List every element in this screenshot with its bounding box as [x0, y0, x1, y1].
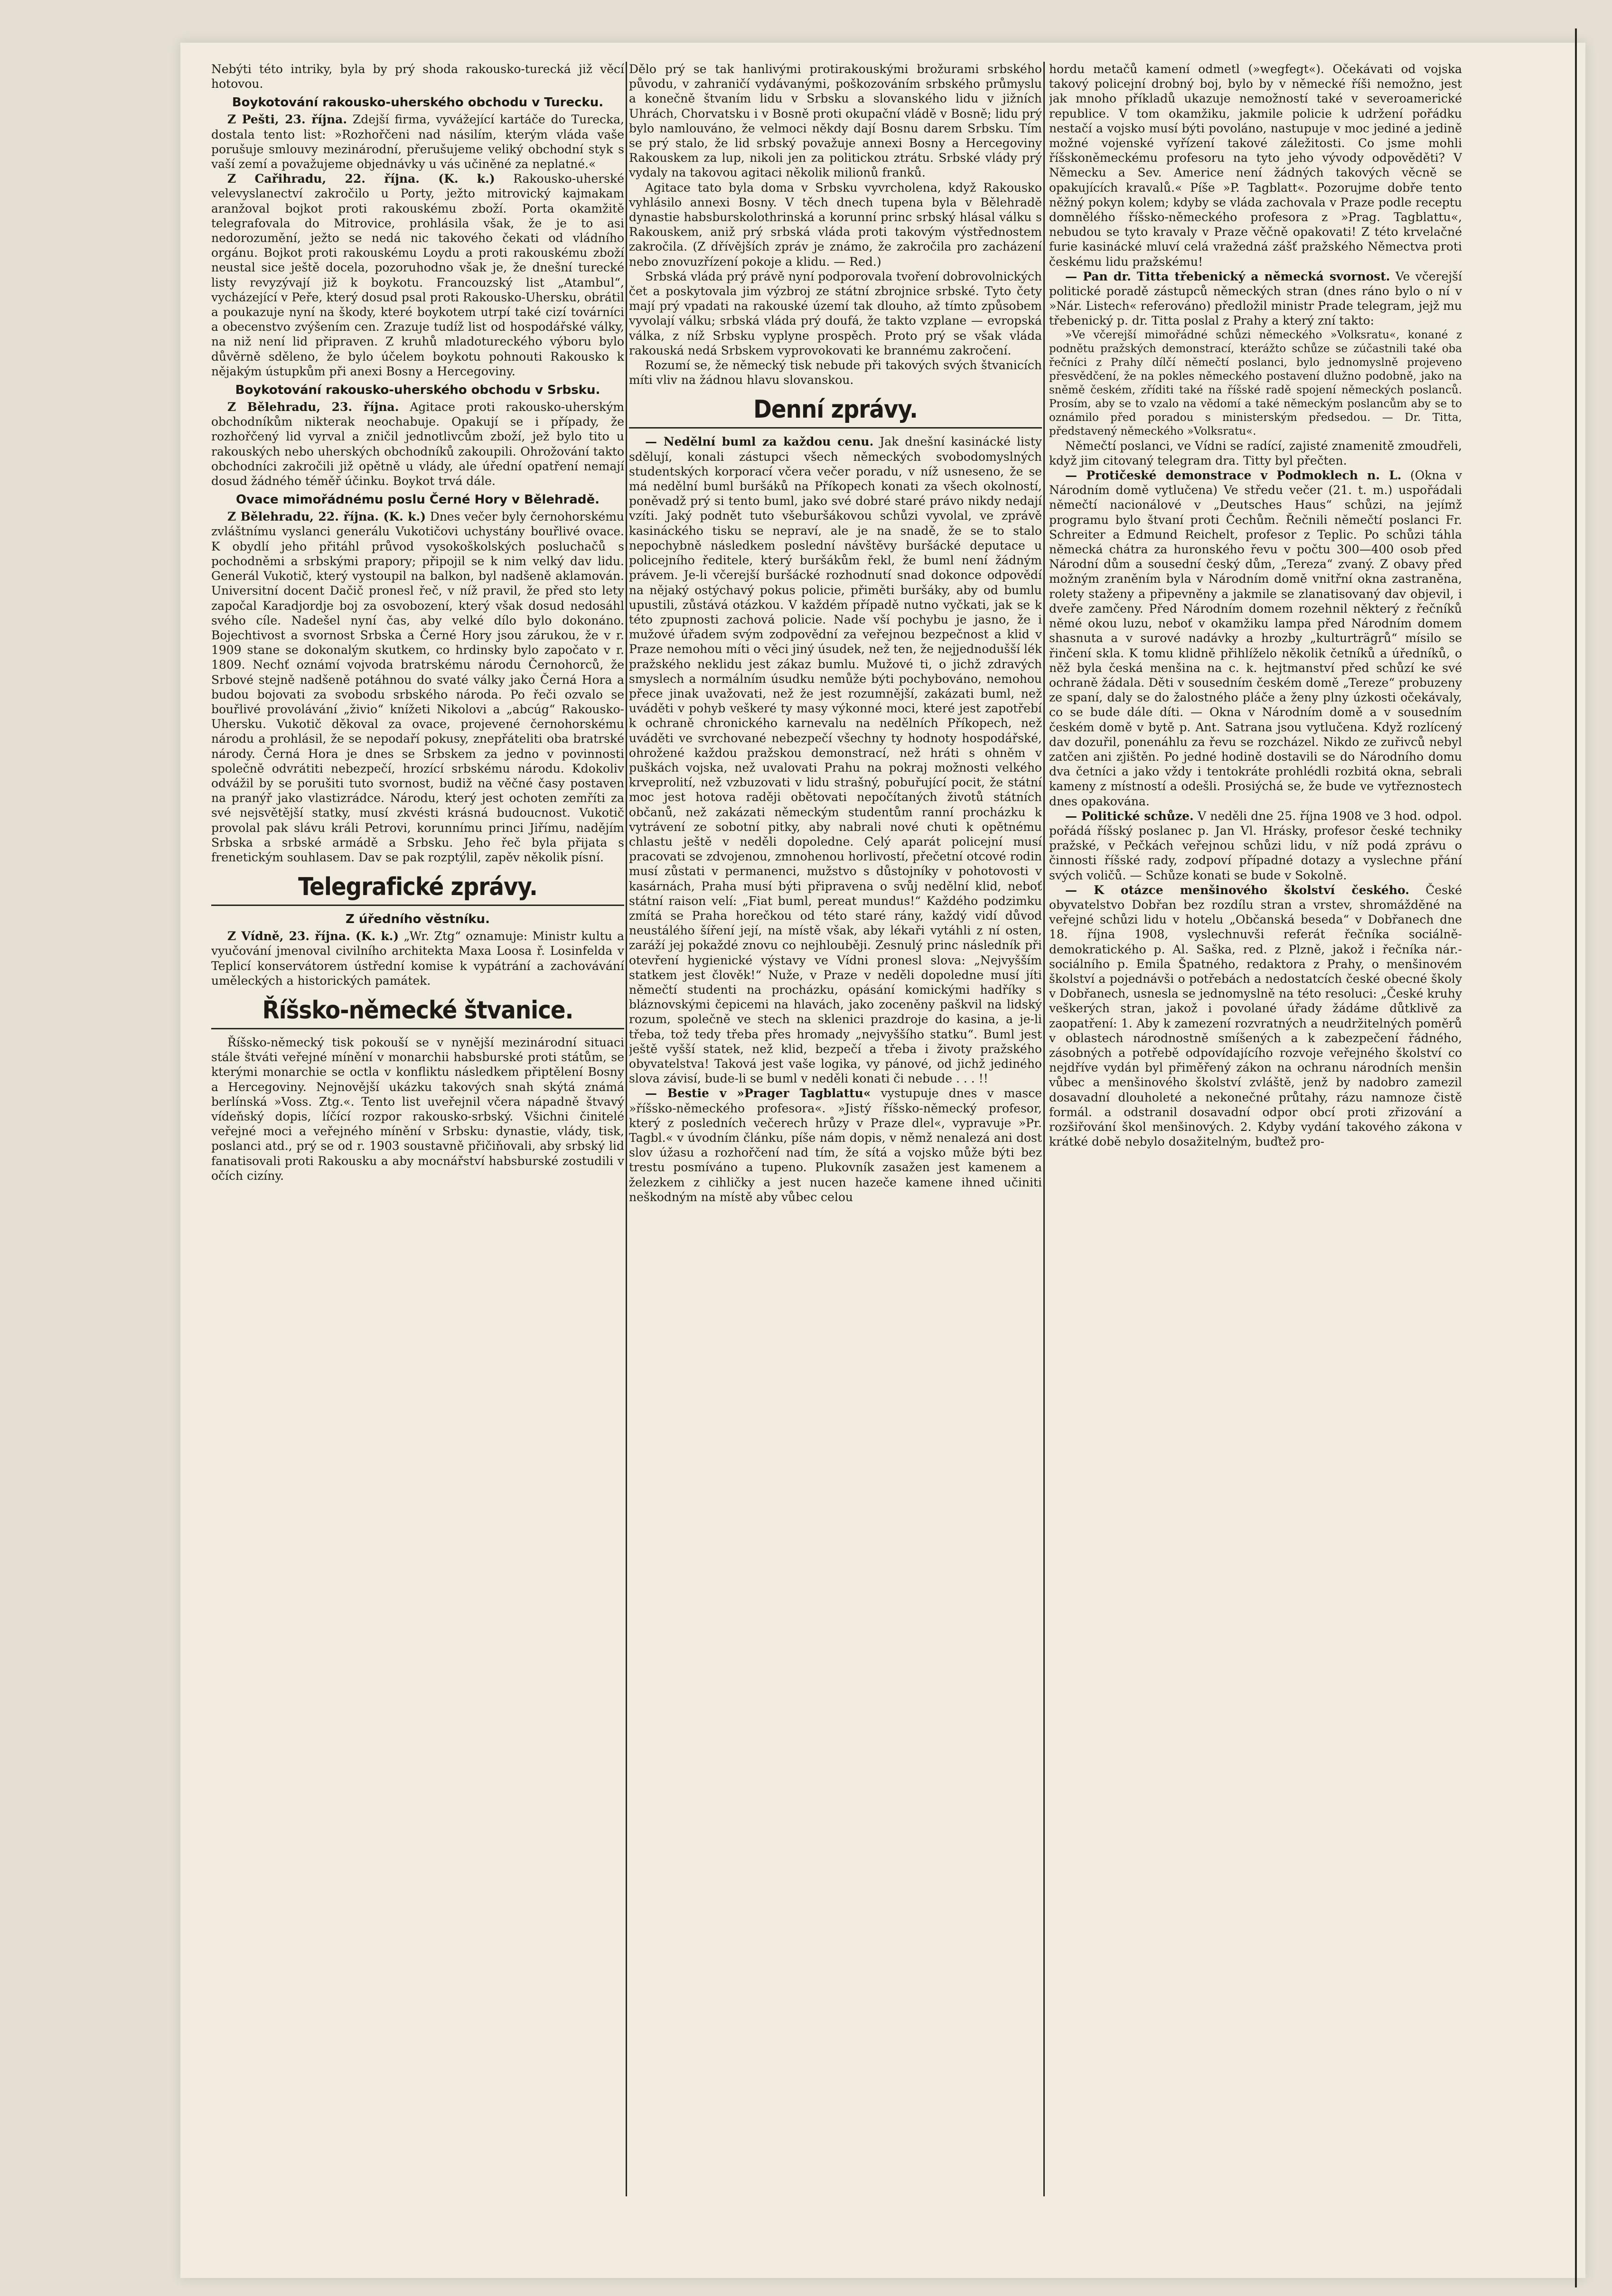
- article-text: (Okna v Národním domě vytlučena) Ve středu večer (21. t. m.) uspořádali němečtí nacionálové v „Deutsches Haus“ schůzi, na jejímž programu bylo štvaní proti Čechům. Řečnili němečtí poslanci Fr. Schreiter a Edmund Reichelt, profesor z Teplic. Po schůzi táhla německá chátra za huronského řevu v počtu 300—400 osob před Národní dům a sousední český dům, „Tereza“ zvaný. Z obavy před možným zraněním byla v Národním domě vnitřní okna zastraněna, rolety staženy a připevněny a jakmile se zlanatisovaný dav objevil, i dveře zamčeny. Před Národním domem rozehnil některý z řečníků němé okou luzu, neboť v okamžiku lampa před Národním domem shasnuta a v surové nadávky a hrozby „kulturträgrů“ mísilo se řinčení skla. K tomu klidně přihlíželo několik četníků a úředníků, o něž byla česká menšina na c. k. hejtmanství před schůzí ke své ochraně žádala. Děti v sousedním českém domě „Tereze“ probuzeny ze spaní, daly se do žalostného pláče a ženy plny úzkosti očekávaly, co se bude dále díti. — Okna v Národním domě a v sousedním českém domě v bytě p. Ant. Satrana jsou vytlučena. Když rozlícený dav dozuřil, ponenáhlu za řevu se rozcházel. Nikdo ze zuřivců nebyl zatčen ani zjištěn. Po jedné hodině dostavili se do Národního domu dva četníci a jako vždy i tentokráte prohlédli rozbitá okna, sebrali kameny z místností a odešli. Prosiýchá se, že bude ve vytřeznostech dnes opakována.: [1049, 468, 1462, 808]
- section-heading: Denní zprávy.: [629, 395, 1042, 429]
- column-3: [1049, 62, 1462, 2196]
- article-text: Dnes večer byly černohorskému zvláštnímu vyslanci generálu Vukotičovi uchystány bouřlivé ovace. K obydlí jeho přitáhl průvod vysokoškolských posluchačů s pochodněmi a srbskými prapory; připojil se k nim velký dav lidu. Generál Vukotič, který vystoupil na balkon, byl nadšeně aklamován. Universitní docent Dačič pronesl řeč, v níž pravil, že před sto lety započal Karadjordje boj za osvobození, který však dosud nedosáhl svého cíle. Nadešel nyní čas, aby velké dílo bylo dokonáno. Bojechtivost a svornost Srbska a Černé Hory jsou zárukou, že v r. 1909 stane se dokonalým skutkem, co hrdinsky bylo započato v r. 1809. Nechť oznámí vojvoda bratrskému národu Černohorců, že Srbové stejně nadšeně potáhnou do svaté války jako Černá Hora a budou bojovati za svobodu srbského národa. Po řeči ozvalo se bouřlivé provolávání „živio“ knížeti Nikolovi a „abcúg“ Rakousko-Uhersku. Vukotič děkoval za ovace, projevené černohorskému národu a prohlásil, že se nepodaří pokusy, znepřáteliti oba bratrské národy. Černá Hora je dnes se Srbskem za jedno v povinnosti společně odvrátiti nebezpečí, hrozící srbskému národu. Kdokoliv odvážil by se porušiti tuto svornost, budiž na věčné časy postaven na pranýř jako vlastizrádce. Národu, který jest ochoten zemříti za své nejsvětější statky, musí zkvésti krásná budoucnost. Vukotič provolal pak slávu králi Petrovi, korunnímu princi Jiřímu, nadějím Srbska a srbské armádě a Srbsku. Jeho řeč byla přijata s frenetickým souhlasem. Dav se pak rozptýlil, zapěv několik písní.: [211, 510, 624, 864]
- article-text: Rozumí se, že německý tisk nebude při takových svých štvanicích míti vliv na žádnou hlavu slovanskou.: [629, 358, 1042, 387]
- article-text: Nebýti této intriky, byla by prý shoda rakousko-turecká již věcí hotovou.: [211, 62, 624, 91]
- dateline: Z Cařihradu, 22. října. (K. k.): [227, 172, 495, 186]
- article-text: Agitace tato byla doma v Srbsku vyvrcholena, když Rakousko vyhlásilo annexi Bosny. V těch dnech tupena byla v Bělehradě dynastie habsburskolothrinská a korunní princ srbský hlásal válku s Rakouskem, aniž prý srbská vláda proti takovým výstřednostem zakročila. (Z dřívějších zpráv je známo, že zakročila pro zacházení nebo znovuzřízení pokoje a klidu. — Red.): [629, 180, 1042, 269]
- column-rule: [626, 62, 627, 2196]
- article-paragraph: [211, 400, 624, 488]
- article-text: Říšsko-německý tisk pokouší se v nynější mezinárodní situaci stále štváti veřejné mínění v monarchii habsburské proti státům, se kterými monarchie se octla v konfliktu následkem připtělení Bosny a Hercegoviny. Nejnovější ukázku takových snah skýtá známá berlínská »Voss. Ztg.«. Tento list uveřejnil včera nápadně štvavý vídeňský dopis, líčící rozpor rakousko-srbský. Všichni činitelé veřejné moci a veřejného mínění v Srbsku: dynastie, vlády, tisk, poslanci atd., prý se od r. 1903 soustavně přičiňovali, aby srbský lid fanatisovali proti Rakousku a aby mocnářství habsburské zostudili v očích cizíny.: [211, 1035, 624, 1183]
- article-heading: Ovace mimořádnému poslu Černé Hory v Bělehradě.: [235, 493, 600, 507]
- news-heading: — Bestie v »Prager Tagblattu«: [645, 1086, 871, 1101]
- news-heading: — Pan dr. Titta třebenický a německá svornost.: [1065, 269, 1390, 283]
- article-paragraph: [211, 112, 624, 171]
- article-text: Jak dnešní kasinácké listy sdělují, konali zástupci všech německých svobodomyslných studentských korporací včera večer poradu, v níž usneseno, že se má nedělní buml buršáků na Příkopech konati za všech okolností, poněvadž prý si tento buml, jako své dobré staré právo nikdy nedají vzíti. Jaký podnět tuto všeburšákovou schůzi vyvolal, ve zprávě kasináckého tisku se nepraví, ale je na snadě, že se to stalo nepochybně následkem poslední návštěvy buršácké deputace u policejního ředitele, který buršákům řekl, že buml není žádným právem. Je-li včerejší buršácké rozhodnutí snad dokonce odpovědí na nějaký ostýchavý pokus policie, přiměti buršáky, aby od bumlu upustili, zůstává otázkou. V každém případě nutno vyčkati, jak se k této zpupnosti zachová policie. Nade vší pochybu je jasno, že i mužové úřadem svým zodpovědní za veřejnou bezpečnost a klid v Praze nemohou míti o věci jiný úsudek, než ten, že nejjednodušší lék pražského neklidu jest zákaz bumlu. Mužové ti, o jichž zdravých smyslech a normálním úsudku nemůže býti pochybováno, nemohou přece jinak uvažovati, než že jest rozumnější, zakázati buml, než uváděti v pohyb veškeré ty masy výkonné moci, které jest zapotřebí k ochraně chronického karnevalu na nedělních Příkopech, než uváděti ve svrchované nebezpečí všechny ty hodnoty hospodářské, ohrožené každou pražskou demonstrací, než hráti s ohněm v puškách vojska, než uvalovati Prahu na pokraj možnosti velkého krveprolití, než vzbuzovati v lidu strašný, pobuřující pocit, že státní moc jest hotova raději obětovati nepočítaných životů státních občanů, než zakázati německým studentům ranní procházku k vytrávení ze sobotní pitky, aby nabrali nové chuti k opětnému chlastu ještě v neděli dopoledne. Celý aparát policejní musí pracovati se zdvojenou, zmnohenou horlivostí, přečetní otcové rodin musí zůstati v permanenci, mužstvo s důstojníky v pohotovosti v kasárnách, Praha musí býti připravena o svůj nedělní klid, neboť státní raison velí: „Fiat buml, pereat mundus!“ Každého podzimku zmítá se Praha horečkou od této staré rány, každý vidí důvod neustálého šíření její, na místě však, aby lékaři vytáhli z ní osten, zaráží jej pokaždé znovu co nejhlouběji. Zesnulý princ následník při otevření hygienické výstavy ve Vídni pronesl slova: „Nejvyšším statkem jest člověk!“ Nuže, v Praze v neděli dopoledne musí jíti němečtí studenti na procházku, opásání komickými hadříky s bláznovskými čepicemi na hlavách, jako zoceněny paškvil na lidský rozum, společně ve stech na sklenici prazdroje do kasina, a je-li třeba, tož tedy třeba přes hromady „nejvyššího statku“. Buml jest ještě vyšší statek, než klid, bezpečí a třeba i životy pražského obyvatelstva! Taková jest vaše logika, vy pánové, od jichž jediného slova závisí, bude-li se buml v neděli konati či nebude . . . !!: [629, 435, 1042, 1086]
- news-heading: — Protičeské demonstrace v Podmoklech n. L.: [1065, 468, 1402, 483]
- column-2: [629, 62, 1042, 2196]
- article-heading: Boykotování rakousko-uherského obchodu v Turecku.: [232, 95, 604, 110]
- article-text: V neděli dne 25. října 1908 ve 3 hod. odpol. pořádá říšský poslanec p. Jan Vl. Hrásky, profesor české techniky pražské, v Pečkách veřejnou schůzi lidu, v níž podá zprávu o činnosti říšské rady, zodpoví případné dotazy a vyslechne přání svých voličů. — Schůze konati se bude v Sokolně.: [1049, 809, 1462, 882]
- article-paragraph: [629, 434, 1042, 1086]
- article-paragraph: [211, 171, 624, 379]
- article-heading: Z úředního věstníku.: [346, 912, 490, 927]
- article-paragraph: [211, 929, 624, 988]
- article-text: „Wr. Ztg“ oznamuje: Ministr kultu a vyučování jmenoval civilního architekta Maxa Loosa ř. Losinfelda v Teplicí konservátorem ústřední komise k vypátrání a zachovávání uměleckých a historických památek.: [211, 929, 624, 988]
- article-text: České obyvatelstvo Dobřan bez rozdílu stran a vrstev, shromážděné na veřejné schůzi lidu v hotelu „Občanská beseda“ v Dobřanech dne 18. října 1908, vyslechnuvši referát řečníka sociálně-demokratického p. Al. Saška, red. z Plzně, jakož i řečníka nár.-sociálního p. Emila Špatného, redaktora z Prahy, o menšinovém školství a pojednávši o potřebách a nedostatcích české obecné školy v Dobřanech, usnesla se jednomyslně na této resoluci: „České kruhy veškerých stran, jakož i povolané úřady žádáme důtklivě za zaopatření: 1. Aby k zamezení rozvratných a neudržitelných poměrů v oblastech národnostně smíšených a k zabezpečení řádného, zásobných a potřebě odpovídajícího rozvoje veřejného školství co nejdříve vydán byl přiměřený zákon na ochranu národních menšin vůbec a menšinového školství zvláště, jenž by nadobro zamezil dosavadní dlouholeté a nekonečné průtahy, rázu namnoze čistě formál. a odstranil dosavadní odpor obcí proti zřizování a rozšiřování škol menšinových. 2. Kdyby vydání takového zákona v krátké době nebylo dosažitelným, buďtež pro-: [1049, 883, 1462, 1149]
- article-text: Němečtí poslanci, ve Vídni se radící, zajisté znamenitě zmoudřeli, když jim citovaný telegram dra. Titty byl přečten.: [1049, 439, 1462, 467]
- section-heading: Říšsko-německé štvanice.: [211, 996, 624, 1029]
- dateline: Z Bělehradu, 22. října. (K. k.): [227, 510, 426, 524]
- column-1: [211, 62, 624, 2196]
- article-paragraph: [1049, 468, 1462, 809]
- news-heading: — K otázce menšinového školství českého.: [1065, 883, 1409, 897]
- article-text: hordu metačů kamení odmetl (»wegfegt«). Očekávati od vojska takový policejní drobný boj, bylo by v německé říši nemožno, jest jak mnoho příkladů ukazuje nemožností také v severoamerické republice. V tom okamžiku, jakmile policie k udržení pořádku nestačí a vojsko musí býti povoláno, nastupuje v moc jediné a jedině možné vojenské vyřízení takové záležitosti. Co jsme mohli říšskoněmeckému profesoru na tyto jeho vývody odpověděti? V Německu a Sev. Americe není žádných takových věcně se opakujících kravalů.« Píše »P. Tagblatt«. Pozorujme dobře tento něžný pokyn kolem; kdyby se vláda zachovala v Praze podle receptu domnělého říšsko-německého profesora z »Prag. Tagblattu«, nebudou se tyto kravaly v Praze věčně opakovati! Z této krvelačné furie kasinácké mluví celá vražedná zášť pražského Němectva proti českému lidu pražskému!: [1049, 62, 1462, 269]
- column-rule: [1043, 62, 1045, 2196]
- news-heading: — Nedělní buml za každou cenu.: [645, 435, 874, 449]
- article-paragraph: [211, 509, 624, 865]
- section-heading: Telegrafické zprávy.: [211, 872, 624, 906]
- article-text: Srbská vláda prý právě nyní podporovala tvoření dobrovolnických čet a poskytovala jim výzbroj ze státní zbrojnice srbské. Tyto čety mají prý vpadati na rakouské území tak dlouho, až tímto způsobem vyvolají válku; srbská vláda prý doufá, že takto vzplane — evropská válka, z níž Srbsku vyplyne prospěch. Proto prý se však vláda rakouská nedá Srbskem vyprovokovati ke brannému zakročení.: [629, 269, 1042, 357]
- dateline: Z Pešti, 23. října.: [227, 112, 347, 127]
- article-text: Agitace proti rakousko-uherským obchodníkům nikterak neochabuje. Opakují se i případy, že rozhořčený lid vyrval a zničil jednotlivcům zboží, jež bylo tito u rakouských nebo uherských obchodníků zakoupili. Ohrožování takto obchodníci zakročili již opětně u vlády, ale úřední opatření nemají dosud žádného téměř účinku. Boykot trvá dále.: [211, 400, 624, 488]
- quoted-telegram: »Ve včerejší mimořádné schůzi německého »Volksratu«, konané z podnětu pražských demonstrací, kterážto schůze se zúčastnili také oba řečníci z Prahy dílčí němečtí poslanci, bylo jednomyslně projeveno přesvědčení, že na pokles německého postavení dlužno podobně, jako na sněmě českém, zříditi také na říšské radě spojení německých poslanců. Prosím, aby se to vzalo na vědomí a také německým poslancům aby se to oznámilo před poradou s ministerským předsedou. — Dr. Titta, představený německého »Volksratu«.: [1049, 328, 1462, 438]
- article-text: Rakousko-uherské velevyslanectví zakročilo u Porty, ježto mitrovický kajmakam aranžoval bojkot proti rakouskému zboží. Porta okamžitě telegrafovala do Mitrovice, prohlásila však, že je to asi nedorozumění, ježto se nedá nic takového čekati od vládního orgánu. Bojkot proti rakouskému Loydu a proti rakouskému zboží neustal sice ještě docela, pozoruhodno však je, že dnešní turecké listy revyzývají již k boykotu. Francouzský list „Atambul“, vycházející v Peře, který dosud psal proti Rakousko-Uhersku, obrátil a poukazuje nyní na škody, které boykotem utrpí také cizí továrníci a obecenstvo zvýšením cen. Zrazuje tudíž list od hospodářské války, na niž není lid připraven. Z kruhů mladotureckého výboru bylo důvěrně sděleno, že bylo účelem boykotu pohnouti Rakousko k nějakým ústupkům při anexi Bosny a Hercegoviny.: [211, 172, 624, 378]
- article-heading: Boykotování rakousko-uherského obchodu v Srbsku.: [235, 383, 600, 398]
- article-text: Ve včerejší politické poradě zástupců německých stran (dnes ráno bylo o ní v »Nár. Listech« referováno) předložil ministr Prade telegram, jejž mu třebenický p. dr. Titta poslal z Prahy a který zní takto:: [1049, 269, 1462, 328]
- article-paragraph: [1049, 269, 1462, 328]
- article-paragraph: [629, 1086, 1042, 1204]
- news-heading: — Politické schůze.: [1065, 809, 1194, 823]
- article-text: vystupuje dnes v masce »říšsko-německého profesora«. »Jistý říšsko-německý profesor, který z posledních večerech hrůzy v Praze dlel«, vypravuje »Pr. Tagbl.« v úvodním článku, píše nám dopis, v němž nenalezá ani dost slov úžasu a rozhořčení nad tím, že sítá a vojsko může býti bez trestu posmíváno a tupeno. Plukovník zasažen jest kamenem a železkem z cihličky a jest nucen hazeče kamene ihned učiniti neškodným na místě aby vůbec celou: [629, 1086, 1042, 1204]
- page-edge: [1575, 28, 1577, 2287]
- article-text: Dělo prý se tak hanlivými protirakouskými brožurami srbského původu, v zahraničí vydávanými, poškozováním srbského průmyslu a konečně štvaním lidu v Srbsku a slovanského lidu v jižních Uhrách, Chorvatsku i v Bosně proti okupační vládě v Bosně; lidu prý bylo namlouváno, že velmoci někdy dají Bosnu darem Srbsku. Tím se prý stalo, že lid srbský považuje annexi Bosny a Hercegoviny Rakouskem za lup, nikoli jen za politickou ztrátu. Srbské vlády prý vydaly na takovou agitaci několik milionů franků.: [629, 62, 1042, 180]
- article-paragraph: [1049, 809, 1462, 883]
- dateline: Z Bělehradu, 23. října.: [227, 400, 399, 414]
- article-text: Zdejší firma, vyvážející kartáče do Turecka, dostala tento list: »Rozhořčeni nad násilím, kterým vláda vaše porušuje smlouvy mezinárodní, přerušujeme veliký obchodní styk s vaší zemí a považujeme objednávky u vás učiněné za neplatné.«: [211, 112, 624, 171]
- dateline: Z Vídně, 23. října. (K. k.): [227, 929, 399, 943]
- article-paragraph: [1049, 883, 1462, 1149]
